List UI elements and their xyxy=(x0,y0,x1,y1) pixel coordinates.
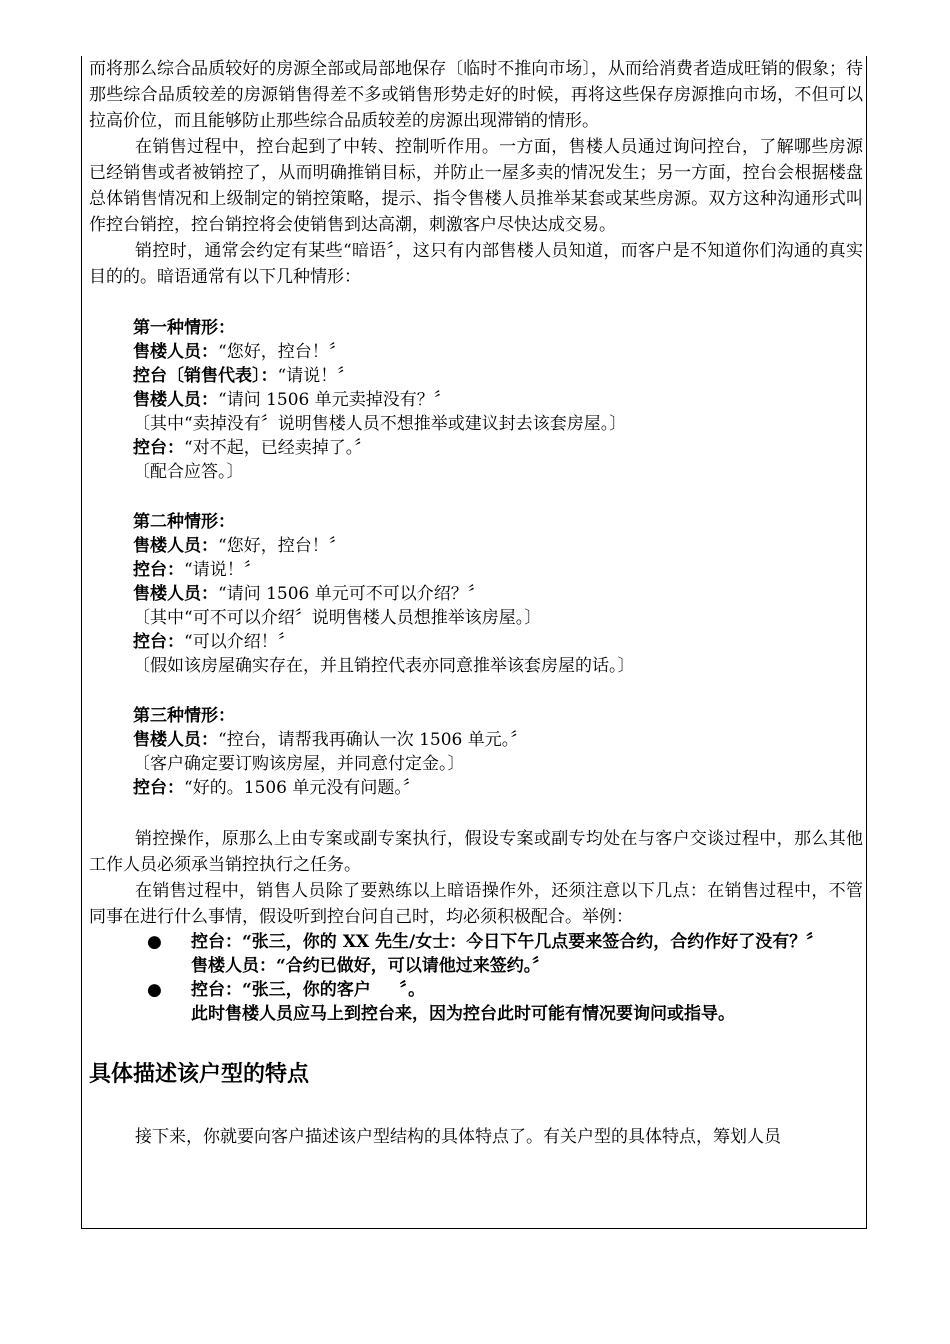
dialog-note: 〔假如该房屋确实存在，并且销控代表亦同意推举该套房屋的话。〕 xyxy=(133,656,635,676)
bullet-line: 控台：“张三，你的 XX 先生/女士：今日下午几点要来签合约，合约作好了没有？〞 xyxy=(191,932,824,952)
case-2 xyxy=(89,510,863,678)
paragraph-4: 销控操作，原那么上由专案或副专案执行，假设专案或副专均处在与客户交谈过程中，那么其他工作人员必须承当销控执行之任务。 xyxy=(89,829,863,875)
bullet-line: 售楼人员：“合约已做好，可以请他过来签约。〞 xyxy=(191,956,550,976)
case-3 xyxy=(89,704,863,800)
case-2-title: 第二种情形： xyxy=(133,512,235,532)
case-1 xyxy=(89,316,863,484)
document-body xyxy=(89,56,863,1150)
bullet-item xyxy=(147,978,863,1026)
case-1-title: 第一种情形： xyxy=(133,318,235,338)
paragraph-1: 而将那么综合品质较好的房源全部或局部地保存〔临时不推向市场〕，从而给消费者造成旺销的假象；待那些综合品质较差的房源销售得差不多或销售形势走好的时候，再将这些保存房源推向市场，不但可以拉高价位，而且能够防止那些综合品质较差的房源出现滞销的情形。 xyxy=(89,59,863,131)
dialog-note: 〔其中“可不可以介绍〞说明售楼人员想推举该房屋。〕 xyxy=(133,608,542,628)
bullet-item xyxy=(147,930,863,978)
dialog-line: 售楼人员：“请问 1506 单元可不可以介绍？〞 xyxy=(133,584,485,604)
bullet-dot-icon: ● xyxy=(147,980,162,1000)
dialog-line: 售楼人员：“您好，控台！〞 xyxy=(133,536,346,556)
dialog-line: 控台：“好的。1506 单元没有问题。〞 xyxy=(133,778,420,798)
paragraph-3: 销控时，通常会约定有某些“暗语〞，这只有内部售楼人员知道，而客户是不知道你们沟通的真实目的的。暗语通常有以下几种情形： xyxy=(89,241,863,287)
bullet-line: 控台：“张三，你的客户 〞。 xyxy=(191,980,426,1000)
bullet-dot-icon: ● xyxy=(147,932,162,952)
bullet-line: 此时售楼人员应马上到控台来，因为控台此时可能有情况要询问或指导。 xyxy=(191,1004,735,1024)
dialog-line: 控台：“可以介绍！〞 xyxy=(133,632,295,652)
case-3-title: 第三种情形： xyxy=(133,706,235,726)
dialog-line: 控台：“对不起，已经卖掉了。〞 xyxy=(133,438,372,458)
dialog-line: 控台：“请说！〞 xyxy=(133,560,261,580)
dialog-note: 〔配合应答。〕 xyxy=(133,462,244,482)
dialog-note: 〔客户确定要订购该房屋，并同意付定金。〕 xyxy=(133,754,465,774)
dialog-line: 售楼人员：“您好，控台！〞 xyxy=(133,342,346,362)
paragraph-2: 在销售过程中，控台起到了中转、控制听作用。一方面，售楼人员通过询问控台，了解哪些房源已经销售或者被销控了，从而明确推销目标，并防止一屋多卖的情况发生；另一方面，控台会根据楼盘总体销售情况和上级制定的销控策略，提示、指令售楼人员推举某套或某些房源。双方这种沟通形式叫作控台销控，控台销控将会使销售到达高潮，刺激客户尽快达成交易。 xyxy=(89,137,863,235)
dialog-line: 售楼人员：“请问 1506 单元卖掉没有？〞 xyxy=(133,390,451,410)
dialog-note: 〔其中“卖掉没有〞说明售楼人员不想推举或建议封去该套房屋。〕 xyxy=(133,414,627,434)
paragraph-5: 在销售过程中，销售人员除了要熟练以上暗语操作外，还须注意以下几点：在销售过程中，不管同事在进行什么事情，假设听到控台问自己时，均必须积极配合。举例： xyxy=(89,881,863,927)
paragraph-6: 接下来，你就要向客户描述该户型结构的具体特点了。有关户型的具体特点，筹划人员 xyxy=(135,1127,781,1147)
dialog-line: 售楼人员：“控台，请帮我再确认一次 1506 单元。〞 xyxy=(133,730,528,750)
dialog-line: 控台〔销售代表〕：“请说！〞 xyxy=(133,366,355,386)
section-heading: 具体描述该户型的特点 xyxy=(89,1062,310,1087)
